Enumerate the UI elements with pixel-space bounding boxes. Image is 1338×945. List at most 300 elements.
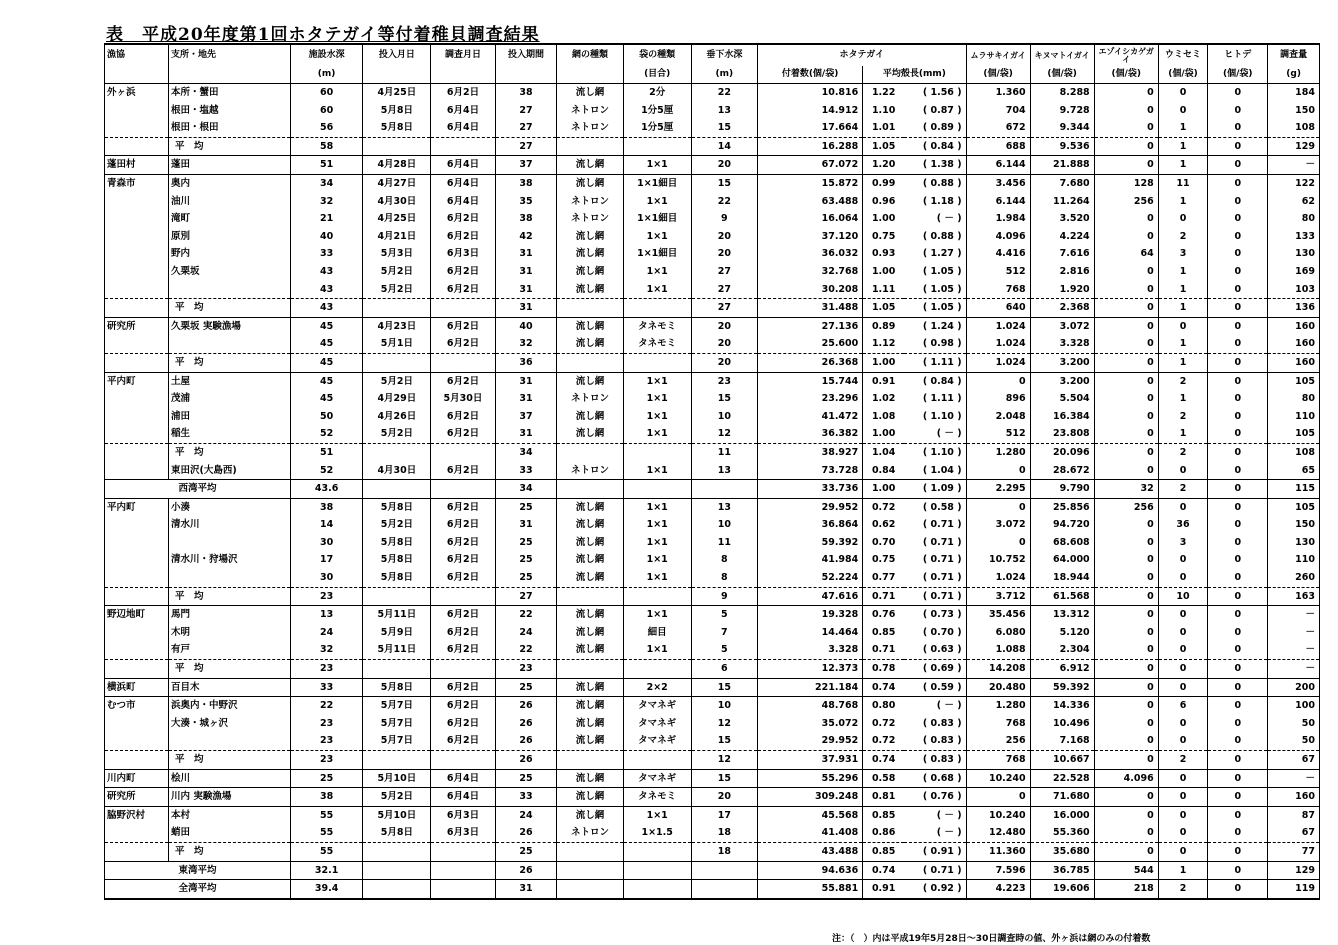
kinumatoi-cell: 9.790	[1030, 480, 1094, 499]
coop-cell: 研究所	[105, 788, 169, 807]
scallop-count-cell: 52.224	[757, 569, 862, 587]
scallop-count-cell: 41.984	[757, 551, 862, 569]
net-type-cell: 流し網	[557, 788, 623, 807]
ezo-cell: 256	[1094, 193, 1158, 211]
coop-cell	[105, 335, 169, 353]
period-cell: 31	[495, 390, 557, 408]
umisemi-cell: 0	[1158, 210, 1208, 228]
scallop-count-cell: 43.488	[757, 842, 862, 861]
shell-length-cell: 0.93	[863, 245, 904, 263]
starfish-cell: 0	[1208, 299, 1268, 318]
period-cell: 31	[495, 263, 557, 281]
prev-length-cell: ( 0.84 )	[904, 372, 966, 390]
deploy-date-cell	[363, 353, 431, 372]
survey-amount-cell: 160	[1268, 335, 1320, 353]
survey-date-cell: 6月2日	[431, 697, 495, 715]
average-row	[105, 443, 1320, 461]
header-cell	[105, 66, 169, 84]
mussel-cell: 2.048	[966, 408, 1030, 426]
survey-amount-cell: 80	[1268, 210, 1320, 228]
prev-length-cell: ( 1.18 )	[904, 193, 966, 211]
location-cell: 本村	[169, 806, 291, 824]
survey-amount-cell: 50	[1268, 732, 1320, 750]
umisemi-cell: 2	[1158, 480, 1208, 499]
bag-type-cell	[623, 137, 691, 156]
location-cell: 小湊	[169, 498, 291, 516]
ezo-cell: 0	[1094, 842, 1158, 861]
survey-amount-cell: －	[1268, 769, 1320, 788]
survey-amount-cell: 160	[1268, 317, 1320, 335]
deploy-date-cell	[363, 842, 431, 861]
umisemi-cell: 0	[1158, 317, 1208, 335]
bag-type-cell: 細目	[623, 624, 691, 642]
header-cell: ウミセミ	[1158, 44, 1208, 66]
mussel-cell: 768	[966, 715, 1030, 733]
survey-amount-cell: 130	[1268, 534, 1320, 552]
header-cell: ムラサキイガイ	[966, 44, 1030, 66]
header-cell: (g)	[1268, 66, 1320, 84]
net-type-cell: 流し網	[557, 732, 623, 750]
bag-type-cell	[623, 443, 691, 461]
survey-date-cell: 6月2日	[431, 461, 495, 479]
survey-amount-cell: 184	[1268, 84, 1320, 102]
table-row	[105, 569, 1320, 587]
mussel-cell: 4.096	[966, 228, 1030, 246]
prev-length-cell: ( 0.63 )	[904, 641, 966, 659]
period-cell: 24	[495, 806, 557, 824]
deploy-date-cell: 5月7日	[363, 715, 431, 733]
shell-length-cell: 1.05	[863, 299, 904, 318]
umisemi-cell: 0	[1158, 732, 1208, 750]
facility-depth-cell: 51	[290, 443, 362, 461]
location-cell: 蛸田	[169, 824, 291, 842]
prev-length-cell: ( － )	[904, 210, 966, 228]
deploy-date-cell: 5月8日	[363, 569, 431, 587]
hang-depth-cell: 12	[691, 750, 757, 769]
deploy-date-cell: 5月1日	[363, 335, 431, 353]
umisemi-cell: 1	[1158, 193, 1208, 211]
survey-amount-cell: 80	[1268, 390, 1320, 408]
survey-amount-cell: 122	[1268, 174, 1320, 192]
prev-length-cell: ( 0.91 )	[904, 842, 966, 861]
bag-type-cell: 1×1	[623, 806, 691, 824]
survey-amount-cell: 77	[1268, 842, 1320, 861]
scallop-count-cell: 38.927	[757, 443, 862, 461]
period-cell: 38	[495, 174, 557, 192]
header-cell: 支所・地先	[169, 44, 291, 66]
deploy-date-cell: 4月30日	[363, 461, 431, 479]
kinumatoi-cell: 4.224	[1030, 228, 1094, 246]
starfish-cell: 0	[1208, 534, 1268, 552]
net-type-cell: 流し網	[557, 408, 623, 426]
bag-type-cell	[623, 880, 691, 899]
starfish-cell: 0	[1208, 587, 1268, 606]
survey-date-cell: 6月2日	[431, 498, 495, 516]
location-cell: 百目木	[169, 678, 291, 697]
survey-amount-cell: 110	[1268, 408, 1320, 426]
deploy-date-cell: 5月2日	[363, 425, 431, 443]
survey-date-cell: 6月2日	[431, 228, 495, 246]
period-cell: 25	[495, 534, 557, 552]
survey-date-cell: 6月4日	[431, 119, 495, 137]
net-type-cell	[557, 480, 623, 499]
survey-amount-cell: 108	[1268, 119, 1320, 137]
survey-date-cell: 6月2日	[431, 534, 495, 552]
coop-cell: むつ市	[105, 697, 169, 715]
net-type-cell: 流し網	[557, 425, 623, 443]
net-type-cell: 流し網	[557, 551, 623, 569]
location-cell: 馬門	[169, 606, 291, 624]
shell-length-cell: 0.74	[863, 678, 904, 697]
location-cell: 平 均	[169, 842, 291, 861]
bag-type-cell: 2×2	[623, 678, 691, 697]
period-cell: 26	[495, 861, 557, 880]
table-row	[105, 263, 1320, 281]
bag-type-cell	[623, 587, 691, 606]
scallop-count-cell: 48.768	[757, 697, 862, 715]
coop-cell	[105, 660, 169, 679]
survey-amount-cell: 136	[1268, 299, 1320, 318]
period-cell: 26	[495, 824, 557, 842]
survey-date-cell: 6月4日	[431, 193, 495, 211]
shell-length-cell: 1.08	[863, 408, 904, 426]
shell-length-cell: 0.71	[863, 587, 904, 606]
header-cell: 網の種類	[557, 44, 623, 66]
header-cell: (目合)	[623, 66, 691, 84]
starfish-cell: 0	[1208, 425, 1268, 443]
umisemi-cell: 2	[1158, 880, 1208, 899]
umisemi-cell: 2	[1158, 408, 1208, 426]
starfish-cell: 0	[1208, 569, 1268, 587]
survey-date-cell: 6月2日	[431, 335, 495, 353]
mussel-cell: 35.456	[966, 606, 1030, 624]
hang-depth-cell: 9	[691, 210, 757, 228]
survey-date-cell: 6月2日	[431, 516, 495, 534]
mussel-cell: 14.208	[966, 660, 1030, 679]
survey-amount-cell: 87	[1268, 806, 1320, 824]
header-cell	[169, 66, 291, 84]
prev-length-cell: ( － )	[904, 806, 966, 824]
hang-depth-cell: 5	[691, 641, 757, 659]
table-row	[105, 498, 1320, 516]
ezo-cell: 0	[1094, 263, 1158, 281]
kinumatoi-cell: 8.288	[1030, 84, 1094, 102]
hang-depth-cell: 18	[691, 842, 757, 861]
starfish-cell: 0	[1208, 750, 1268, 769]
survey-amount-cell: 103	[1268, 281, 1320, 299]
net-type-cell: 流し網	[557, 228, 623, 246]
deploy-date-cell: 5月2日	[363, 281, 431, 299]
umisemi-cell: 1	[1158, 335, 1208, 353]
hang-depth-cell: 15	[691, 390, 757, 408]
mussel-cell: 0	[966, 534, 1030, 552]
ezo-cell: 0	[1094, 606, 1158, 624]
starfish-cell: 0	[1208, 516, 1268, 534]
scallop-count-cell: 16.288	[757, 137, 862, 156]
kinumatoi-cell: 9.728	[1030, 102, 1094, 120]
ezo-cell: 32	[1094, 480, 1158, 499]
survey-date-cell	[431, 880, 495, 899]
mussel-cell: 704	[966, 102, 1030, 120]
header-cell: ホタテガイ	[757, 44, 966, 66]
scallop-count-cell: 45.568	[757, 806, 862, 824]
deploy-date-cell: 5月10日	[363, 806, 431, 824]
coop-cell	[105, 516, 169, 534]
survey-date-cell: 6月2日	[431, 408, 495, 426]
net-type-cell: ネトロン	[557, 102, 623, 120]
coop-cell	[105, 353, 169, 372]
deploy-date-cell: 5月2日	[363, 516, 431, 534]
scallop-count-cell: 25.600	[757, 335, 862, 353]
kinumatoi-cell: 2.816	[1030, 263, 1094, 281]
prev-length-cell: ( 1.04 )	[904, 461, 966, 479]
header-cell: 平均殻長(mm)	[863, 66, 966, 84]
net-type-cell: 流し網	[557, 498, 623, 516]
hang-depth-cell: 13	[691, 102, 757, 120]
location-cell: 滝町	[169, 210, 291, 228]
hang-depth-cell: 20	[691, 788, 757, 807]
starfish-cell: 0	[1208, 624, 1268, 642]
location-cell: 油川	[169, 193, 291, 211]
survey-amount-cell: 169	[1268, 263, 1320, 281]
scallop-count-cell: 15.744	[757, 372, 862, 390]
survey-date-cell: 6月4日	[431, 769, 495, 788]
deploy-date-cell: 5月8日	[363, 498, 431, 516]
location-cell: 平 均	[169, 353, 291, 372]
mussel-cell: 1.024	[966, 353, 1030, 372]
hang-depth-cell: 7	[691, 624, 757, 642]
starfish-cell: 0	[1208, 806, 1268, 824]
survey-amount-cell: 129	[1268, 861, 1320, 880]
net-type-cell: 流し網	[557, 245, 623, 263]
location-cell: 有戸	[169, 641, 291, 659]
shell-length-cell: 0.91	[863, 880, 904, 899]
header-cell: (個/袋)	[1158, 66, 1208, 84]
facility-depth-cell: 38	[290, 788, 362, 807]
scallop-count-cell: 36.864	[757, 516, 862, 534]
bag-type-cell: 1×1	[623, 425, 691, 443]
mussel-cell: 10.240	[966, 769, 1030, 788]
prev-length-cell: ( 0.89 )	[904, 119, 966, 137]
kinumatoi-cell: 10.667	[1030, 750, 1094, 769]
deploy-date-cell: 4月28日	[363, 156, 431, 175]
scallop-count-cell: 27.136	[757, 317, 862, 335]
ezo-cell: 0	[1094, 641, 1158, 659]
prev-length-cell: ( 0.71 )	[904, 569, 966, 587]
header-cell: エゾイシカゲガイ	[1094, 44, 1158, 66]
table-row	[105, 732, 1320, 750]
net-type-cell: 流し網	[557, 335, 623, 353]
prev-length-cell: ( － )	[904, 697, 966, 715]
hang-depth-cell: 22	[691, 193, 757, 211]
shell-length-cell: 0.76	[863, 606, 904, 624]
deploy-date-cell: 5月8日	[363, 678, 431, 697]
starfish-cell: 0	[1208, 353, 1268, 372]
net-type-cell: 流し網	[557, 697, 623, 715]
umisemi-cell: 0	[1158, 641, 1208, 659]
prev-length-cell: ( 1.38 )	[904, 156, 966, 175]
shell-length-cell: 1.00	[863, 353, 904, 372]
survey-date-cell: 6月2日	[431, 317, 495, 335]
coop-cell	[105, 534, 169, 552]
kinumatoi-cell: 1.920	[1030, 281, 1094, 299]
deploy-date-cell: 4月26日	[363, 408, 431, 426]
hang-depth-cell: 5	[691, 606, 757, 624]
mussel-cell: 640	[966, 299, 1030, 318]
net-type-cell	[557, 587, 623, 606]
table-row	[105, 678, 1320, 697]
mussel-cell: 7.596	[966, 861, 1030, 880]
ezo-cell: 0	[1094, 281, 1158, 299]
mussel-cell: 896	[966, 390, 1030, 408]
bag-type-cell: タネモミ	[623, 317, 691, 335]
hang-depth-cell: 15	[691, 174, 757, 192]
umisemi-cell: 6	[1158, 697, 1208, 715]
bag-type-cell	[623, 299, 691, 318]
header-cell: 投入月日	[363, 44, 431, 66]
bag-type-cell: タマネギ	[623, 715, 691, 733]
survey-date-cell: 6月4日	[431, 788, 495, 807]
location-cell: 大湊・城ヶ沢	[169, 715, 291, 733]
survey-date-cell: 6月2日	[431, 84, 495, 102]
bag-type-cell: 1×1	[623, 516, 691, 534]
coop-cell	[105, 842, 169, 861]
location-cell	[169, 569, 291, 587]
summary-row	[105, 861, 1320, 880]
starfish-cell: 0	[1208, 210, 1268, 228]
survey-amount-cell: 260	[1268, 569, 1320, 587]
kinumatoi-cell: 7.616	[1030, 245, 1094, 263]
prev-length-cell: ( 0.83 )	[904, 732, 966, 750]
coop-cell	[105, 715, 169, 733]
bag-type-cell: 1×1細目	[623, 245, 691, 263]
deploy-date-cell: 5月3日	[363, 245, 431, 263]
table-row	[105, 624, 1320, 642]
table-row	[105, 715, 1320, 733]
bag-type-cell: 1×1	[623, 534, 691, 552]
period-cell: 26	[495, 732, 557, 750]
period-cell: 42	[495, 228, 557, 246]
location-cell: 原別	[169, 228, 291, 246]
period-cell: 38	[495, 210, 557, 228]
kinumatoi-cell: 7.168	[1030, 732, 1094, 750]
table-row	[105, 606, 1320, 624]
period-cell: 26	[495, 715, 557, 733]
location-cell: 根田・根田	[169, 119, 291, 137]
starfish-cell: 0	[1208, 245, 1268, 263]
hang-depth-cell: 6	[691, 660, 757, 679]
location-cell: 平 均	[169, 137, 291, 156]
prev-length-cell: ( － )	[904, 824, 966, 842]
survey-date-cell	[431, 353, 495, 372]
table-row	[105, 335, 1320, 353]
prev-length-cell: ( 0.70 )	[904, 624, 966, 642]
header-cell	[495, 66, 557, 84]
kinumatoi-cell: 11.264	[1030, 193, 1094, 211]
net-type-cell: 流し網	[557, 263, 623, 281]
facility-depth-cell: 23	[290, 587, 362, 606]
kinumatoi-cell: 3.520	[1030, 210, 1094, 228]
survey-date-cell	[431, 587, 495, 606]
ezo-cell: 0	[1094, 102, 1158, 120]
umisemi-cell: 0	[1158, 842, 1208, 861]
mussel-cell: 10.752	[966, 551, 1030, 569]
mussel-cell: 6.080	[966, 624, 1030, 642]
bag-type-cell	[623, 480, 691, 499]
table-row	[105, 317, 1320, 335]
deploy-date-cell	[363, 880, 431, 899]
coop-cell	[105, 824, 169, 842]
hang-depth-cell	[691, 480, 757, 499]
coop-cell	[105, 119, 169, 137]
umisemi-cell: 0	[1158, 824, 1208, 842]
shell-length-cell: 1.05	[863, 137, 904, 156]
survey-amount-cell: 129	[1268, 137, 1320, 156]
location-cell: 本所・蟹田	[169, 84, 291, 102]
facility-depth-cell: 52	[290, 461, 362, 479]
umisemi-cell: 2	[1158, 443, 1208, 461]
umisemi-cell: 1	[1158, 425, 1208, 443]
coop-cell	[105, 408, 169, 426]
mussel-cell: 3.072	[966, 516, 1030, 534]
period-cell: 31	[495, 880, 557, 899]
coop-cell	[105, 193, 169, 211]
footnote: 注：（ ）内は平成19年5月28日～30日調査時の値、外ヶ浜は網のみの付着数	[832, 934, 1151, 944]
bag-type-cell: タマネギ	[623, 769, 691, 788]
kinumatoi-cell: 68.608	[1030, 534, 1094, 552]
deploy-date-cell: 4月30日	[363, 193, 431, 211]
ezo-cell: 64	[1094, 245, 1158, 263]
header-cell	[431, 66, 495, 84]
period-cell: 31	[495, 425, 557, 443]
table-row	[105, 193, 1320, 211]
scallop-count-cell: 32.768	[757, 263, 862, 281]
average-row	[105, 750, 1320, 769]
prev-length-cell: ( 0.98 )	[904, 335, 966, 353]
period-cell: 25	[495, 769, 557, 788]
period-cell: 27	[495, 102, 557, 120]
survey-date-cell: 6月2日	[431, 732, 495, 750]
header-cell: 垂下水深	[691, 44, 757, 66]
survey-amount-cell: 150	[1268, 102, 1320, 120]
kinumatoi-cell: 3.200	[1030, 372, 1094, 390]
survey-date-cell: 6月4日	[431, 156, 495, 175]
prev-length-cell: ( 0.58 )	[904, 498, 966, 516]
mussel-cell: 1.088	[966, 641, 1030, 659]
kinumatoi-cell: 5.504	[1030, 390, 1094, 408]
starfish-cell: 0	[1208, 861, 1268, 880]
prev-length-cell: ( 1.11 )	[904, 390, 966, 408]
umisemi-cell: 10	[1158, 587, 1208, 606]
hang-depth-cell: 20	[691, 335, 757, 353]
scallop-count-cell: 14.464	[757, 624, 862, 642]
period-cell: 35	[495, 193, 557, 211]
location-cell	[169, 335, 291, 353]
starfish-cell: 0	[1208, 551, 1268, 569]
deploy-date-cell: 4月25日	[363, 84, 431, 102]
scallop-count-cell: 16.064	[757, 210, 862, 228]
bag-type-cell	[623, 353, 691, 372]
survey-amount-cell: 110	[1268, 551, 1320, 569]
coop-cell: 川内町	[105, 769, 169, 788]
scallop-count-cell: 309.248	[757, 788, 862, 807]
mussel-cell: 1.360	[966, 84, 1030, 102]
kinumatoi-cell: 13.312	[1030, 606, 1094, 624]
hang-depth-cell: 14	[691, 137, 757, 156]
deploy-date-cell	[363, 480, 431, 499]
survey-table	[104, 43, 1320, 900]
mussel-cell: 256	[966, 732, 1030, 750]
